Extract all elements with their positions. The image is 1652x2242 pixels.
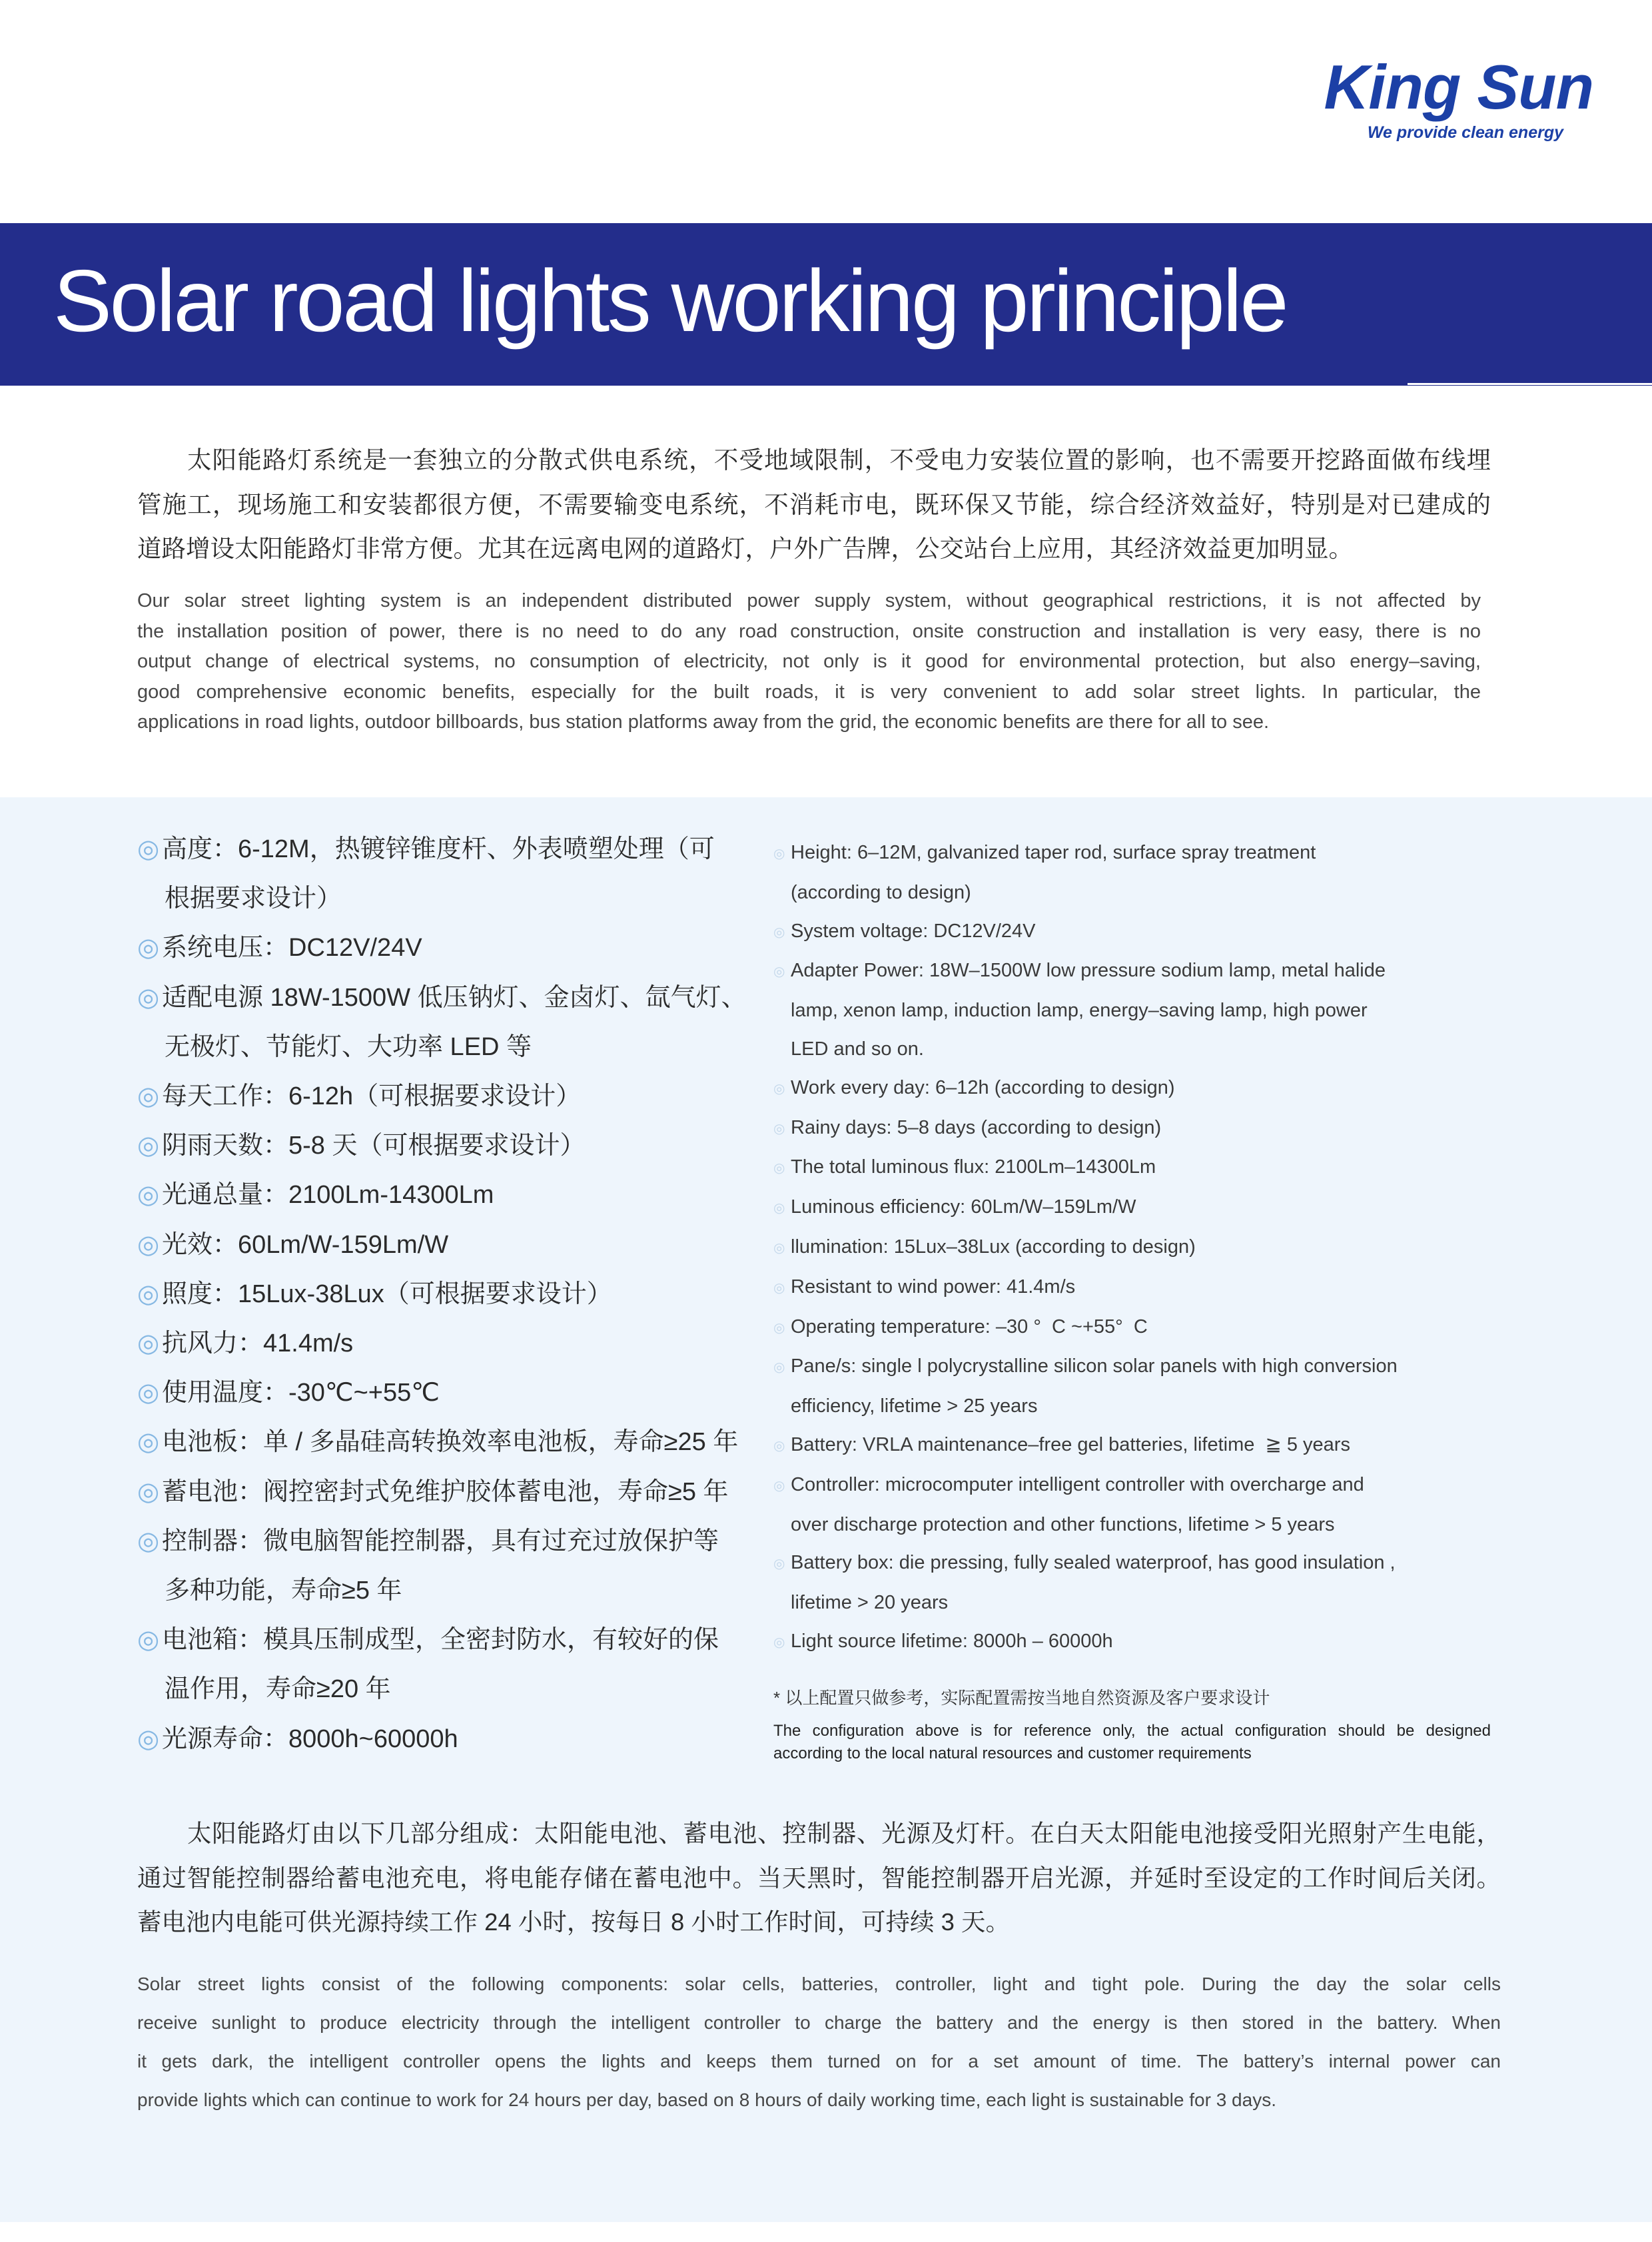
components-zh-line: 太阳能路灯由以下几部分组成：太阳能电池、蓄电池、控制器、光源及灯杆。在白天太阳能电池接受阳光照射产生电能， (187, 1820, 1501, 1847)
config-note-en-line: according to the local natural resources and customer requirements (773, 1744, 1252, 1762)
bullet-icon: ◎ (137, 1132, 160, 1160)
spec-zh-text: 光通总量：2100Lm-14300Lm (162, 1181, 494, 1210)
spec-en-text: Rainy days: 5–8 days (according to design) (791, 1116, 1162, 1138)
spec-en-text: lamp, xenon lamp, induction lamp, energy–saving lamp, high power (791, 1000, 1368, 1022)
spec-zh-text: 适配电源 18W-1500W 低压钠灯、金卤灯、氙气灯、 (162, 983, 747, 1012)
spec-en-text: Pane/s: single l polycrystalline silicon solar panels with high conversion (791, 1355, 1398, 1377)
spec-zh-item (137, 923, 777, 972)
spec-en-text: System voltage: DC12V/24V (791, 920, 1036, 942)
spec-en-item (773, 1308, 1573, 1348)
components-zh-line: 通过智能控制器给蓄电池充电，将电能存储在蓄电池中。当天黑时，智能控制器开启光源，并延时至设定的工作时间后关闭。 (137, 1864, 1501, 1892)
components-paragraph-zh (137, 1812, 1501, 1945)
spec-zh-item (137, 1319, 777, 1368)
spec-en-text: Adapter Power: 18W–1500W low pressure sodium lamp, metal halide (791, 960, 1386, 982)
config-note-en-line: The configuration above is for reference only, the actual configuration should be designed (773, 1722, 1491, 1740)
spec-zh-item (137, 1714, 777, 1764)
spec-en-item (773, 1347, 1573, 1426)
spec-zh-item (137, 1121, 777, 1170)
spec-zh-text: 每天工作：6-12h（可根据要求设计） (162, 1082, 582, 1111)
banner-divider (1408, 383, 1652, 385)
spec-zh-text: 系统电压：DC12V/24V (162, 934, 422, 962)
components-zh-line: 蓄电池内电能可供光源持续工作 24 小时，按每日 8 小时工作时间，可持续 3 天。 (137, 1908, 1011, 1936)
bullet-icon: ◎ (137, 1280, 160, 1308)
spec-zh-text: 光效：60Lm/W-159Lm/W (162, 1230, 449, 1259)
bullet-icon: ◎ (137, 1082, 160, 1111)
spec-en-item (773, 1623, 1573, 1663)
spec-zh-text: 照度：15Lux-38Lux（可根据要求设计） (162, 1280, 612, 1308)
spec-en-text: Operating temperature: –30 ° C ~+55° C (791, 1315, 1148, 1337)
bullet-icon: ◎ (773, 1121, 785, 1136)
spec-en-text: Light source lifetime: 8000h – 60000h (791, 1630, 1113, 1652)
intro-en-line: applications in road lights, outdoor billboards, bus station platforms away from the grid, the economic benefits are there for all to see. (137, 711, 1270, 733)
bullet-icon: ◎ (773, 925, 785, 940)
spec-zh-text: 电池板：单 / 多晶硅高转换效率电池板，寿命≥25 年 (162, 1428, 739, 1457)
spec-en-text: over discharge protection and other functions, lifetime > 5 years (791, 1513, 1335, 1535)
spec-en-item (773, 952, 1573, 1068)
spec-en-text: Height: 6–12M, galvanized taper rod, surface spray treatment (791, 842, 1316, 863)
spec-en-text: llumination: 15Lux–38Lux (according to design) (791, 1236, 1196, 1258)
spec-zh-item (137, 1517, 777, 1615)
intro-en-line: Our solar street lighting system is an independent distributed power supply system, without geographical restrictions, it is not affected by (137, 590, 1481, 611)
bullet-icon: ◎ (773, 1360, 785, 1375)
title-banner (0, 223, 1652, 386)
spec-en-item (773, 1426, 1573, 1466)
spec-zh-text: 控制器：微电脑智能控制器，具有过充过放保护等 (162, 1527, 719, 1555)
spec-zh-text: 多种功能，寿命≥5 年 (165, 1577, 402, 1605)
bullet-icon: ◎ (773, 1557, 785, 1572)
spec-zh-text: 温作用，寿命≥20 年 (165, 1675, 391, 1704)
spec-en-text: Battery: VRLA maintenance–free gel batteries, lifetime ≧ 5 years (791, 1433, 1350, 1455)
spec-zh-text: 高度：6-12M，热镀锌锥度杆、外表喷塑处理（可 (162, 835, 715, 863)
spec-zh-item (137, 825, 777, 923)
config-note-zh: * 以上配置只做参考，实际配置需按当地自然资源及客户要求设计 (773, 1688, 1270, 1708)
intro-zh-line: 道路增设太阳能路灯非常方便。尤其在远离电网的道路灯，户外广告牌，公交站台上应用，其经济效益更加明显。 (137, 535, 1353, 562)
intro-zh-line: 管施工，现场施工和安装都很方便，不需要输变电系统，不消耗市电，既环保又节能，综合经济效益好，特别是对已建成的 (137, 490, 1491, 518)
spec-zh-text: 无极灯、节能灯、大功率 LED 等 (165, 1032, 532, 1061)
spec-en-item (773, 1188, 1573, 1228)
bullet-icon: ◎ (137, 983, 160, 1012)
spec-zh-item (137, 1417, 777, 1467)
spec-en-item (773, 1228, 1573, 1268)
bullet-icon: ◎ (773, 1478, 785, 1493)
company-logo (1324, 52, 1594, 143)
spec-en-text: Controller: microcomputer intelligent controller with overcharge and (791, 1473, 1364, 1495)
spec-en-item (773, 1109, 1573, 1149)
intro-zh-line: 太阳能路灯系统是一套独立的分散式供电系统，不受地域限制，不受电力安装位置的影响，也不需要开挖路面做布线埋 (187, 446, 1491, 474)
bullet-icon: ◎ (773, 964, 785, 980)
spec-en-text: The total luminous flux: 2100Lm–14300Lm (791, 1156, 1156, 1178)
bullet-icon: ◎ (773, 1161, 785, 1176)
components-en-line: provide lights which can continue to work for 24 hours per day, based on 8 hours of daily working time, each light is sustainable for 3 days. (137, 2089, 1276, 2110)
spec-zh-text: 使用温度：-30℃~+55℃ (162, 1379, 440, 1407)
components-en-line: Solar street lights consist of the following components: solar cells, batteries, controller, light and tight pole. During the day the solar cells (137, 1974, 1501, 1994)
spec-zh-item (137, 1072, 777, 1121)
spec-en-text: Luminous efficiency: 60Lm/W–159Lm/W (791, 1196, 1136, 1218)
bullet-icon: ◎ (137, 1379, 160, 1407)
spec-zh-item (137, 1467, 777, 1517)
spec-en-text: Resistant to wind power: 41.4m/s (791, 1276, 1076, 1298)
bullet-icon: ◎ (137, 934, 160, 962)
spec-en-text: lifetime > 20 years (791, 1592, 949, 1614)
bullet-icon: ◎ (773, 1438, 785, 1453)
bullet-icon: ◎ (137, 1626, 160, 1655)
bullet-icon: ◎ (773, 1320, 785, 1335)
bullet-icon: ◎ (137, 835, 160, 863)
spec-en-item (773, 1148, 1573, 1188)
spec-en-text: (according to design) (791, 881, 971, 903)
bullet-icon: ◎ (773, 1280, 785, 1296)
bullet-icon: ◎ (773, 1240, 785, 1256)
components-en-line: receive sunlight to produce electricity through the intelligent controller to charge the battery and the energy is then stored in the battery. When (137, 2012, 1501, 2033)
spec-en-text: LED and so on. (791, 1038, 924, 1060)
spec-en-item (773, 834, 1573, 913)
spec-zh-item (137, 1220, 777, 1270)
bullet-icon: ◎ (137, 1181, 160, 1210)
components-en-line: it gets dark, the intelligent controller opens the lights and keeps them turned on for a set amount of time. The battery’s internal power can (137, 2050, 1501, 2071)
spec-zh-text: 蓄电池：阀控密封式免维护胶体蓄电池，寿命≥5 年 (162, 1477, 729, 1506)
bullet-icon: ◎ (773, 1635, 785, 1650)
spec-zh-text: 电池箱：模具压制成型，全密封防水，有较好的保 (162, 1626, 719, 1655)
spec-list-zh (137, 825, 777, 1764)
bullet-icon: ◎ (137, 1329, 160, 1358)
intro-paragraph-en (137, 586, 1481, 738)
config-note-en (773, 1720, 1491, 1765)
spec-zh-text: 抗风力：41.4m/s (162, 1329, 354, 1358)
bullet-icon: ◎ (137, 1428, 160, 1457)
bullet-icon: ◎ (137, 1477, 160, 1506)
spec-en-text: efficiency, lifetime > 25 years (791, 1395, 1038, 1417)
intro-paragraph-zh (137, 438, 1491, 571)
spec-zh-text: 根据要求设计） (165, 885, 342, 913)
spec-en-item (773, 1069, 1573, 1109)
spec-zh-text: 光源寿命：8000h~60000h (162, 1724, 458, 1753)
spec-en-item (773, 1466, 1573, 1545)
spec-zh-item (137, 1615, 777, 1714)
spec-list-en (773, 834, 1573, 1663)
spec-zh-item (137, 1170, 777, 1220)
spec-zh-item (137, 1368, 777, 1417)
bullet-icon: ◎ (773, 1201, 785, 1216)
logo-tagline: We provide clean energy (1367, 123, 1563, 142)
intro-en-line: good comprehensive economic benefits, especially for the built roads, it is very convenient to add solar street lights. In particular, the (137, 681, 1481, 703)
spec-en-item (773, 1268, 1573, 1308)
intro-en-line: the installation position of power, there is no need to do any road construction, onsite construction and installation is very easy, there is no (137, 620, 1481, 642)
spec-en-text: Battery box: die pressing, fully sealed waterproof, has good insulation , (791, 1552, 1396, 1574)
bullet-icon: ◎ (137, 1724, 160, 1753)
bullet-icon: ◎ (773, 1081, 785, 1096)
components-paragraph-en (137, 1965, 1501, 2119)
bullet-icon: ◎ (137, 1527, 160, 1555)
spec-en-item (773, 1544, 1573, 1623)
spec-zh-item (137, 1270, 777, 1319)
spec-zh-text: 阴雨天数：5-8 天（可根据要求设计） (162, 1132, 586, 1160)
spec-en-item (773, 913, 1573, 952)
spec-zh-item (137, 973, 777, 1072)
logo-brand-name: King Sun (1324, 52, 1593, 122)
bullet-icon: ◎ (773, 847, 785, 861)
page-title: Solar road lights working principle (53, 252, 1287, 350)
intro-en-line: output change of electrical systems, no consumption of electricity, not only is it good for environmental protection, but also energy–saving, (137, 651, 1481, 672)
bullet-icon: ◎ (137, 1230, 160, 1259)
spec-en-text: Work every day: 6–12h (according to design) (791, 1076, 1175, 1098)
